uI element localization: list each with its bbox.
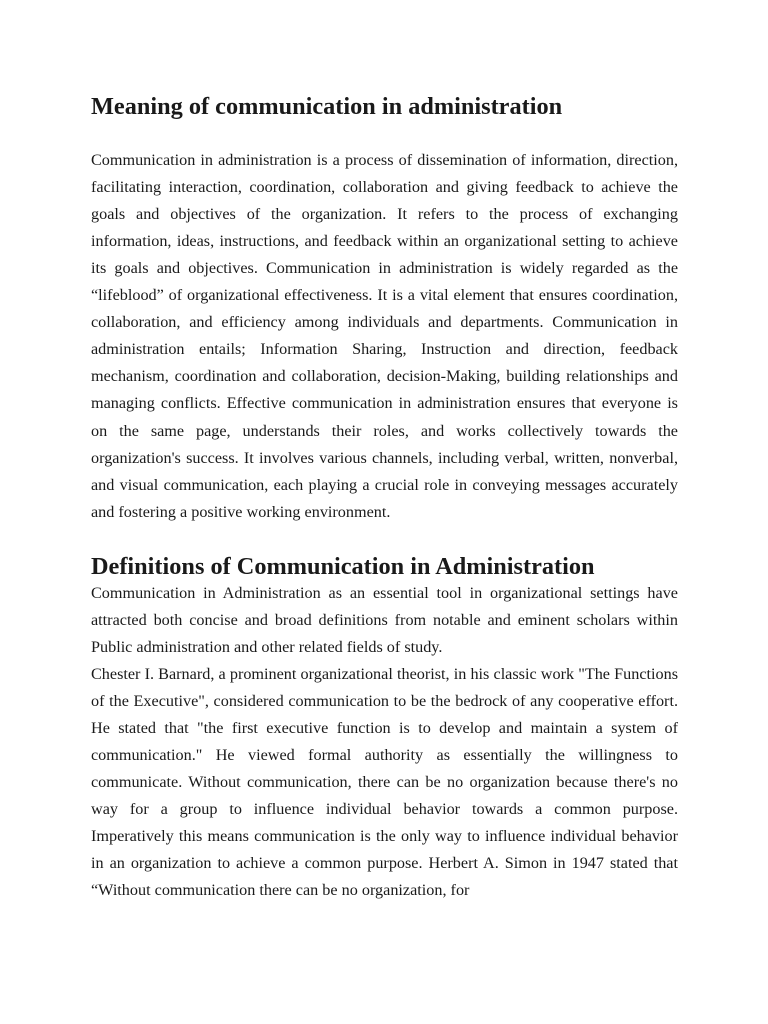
paragraph-meaning: Communication in administration is a process of dissemination of information, direction, facilitating interaction, coordination, collaboration and giving feedback to achieve the goals and objectives of the organization. It refers to the process of exchanging information, ideas, instructions, and feedback within an organizational setting to achieve its goals and objectives. Communication in administration is widely regarded as the “lifeblood” of organizational effectiveness. It is a vital element that ensures coordination, collaboration, and efficiency among individuals and departments. Communication in administration entails; Information Sharing, Instruction and direction, feedback mechanism, coordination and collaboration, decision-Making, building relationships and managing conflicts. Effective communication in administration ensures that everyone is on the same page, understands their roles, and works collectively towards the organization's success. It involves various channels, including verbal, written, nonverbal, and visual communication, each playing a crucial role in conveying messages accurately and fostering a positive working environment. — [91, 151, 678, 521]
paragraph-definitions-intro: Communication in Administration as an essential tool in organizational settings have attracted both concise and broad definitions from notable and eminent scholars within Public administration and other related fields of study. — [91, 583, 678, 656]
section-heading-meaning: Meaning of communication in administration — [91, 93, 563, 120]
section-heading-definitions: Definitions of Communication in Administration — [91, 552, 595, 580]
document-page — [91, 93, 678, 904]
paragraph-barnard: Chester I. Barnard, a prominent organizational theorist, in his classic work "The Functions of the Executive", considered communication to be the bedrock of any cooperative effort. He stated that "the first executive function is to develop and maintain a system of communication." He viewed formal authority as essentially the willingness to communicate. Without communication, there can be no organization because there's no way for a group to influence individual behavior towards a common purpose. Imperatively this means communication is the only way to influence individual behavior in an organization to achieve a common purpose. Herbert A. Simon in 1947 stated that “Without communication there can be no organization, for — [91, 664, 678, 900]
